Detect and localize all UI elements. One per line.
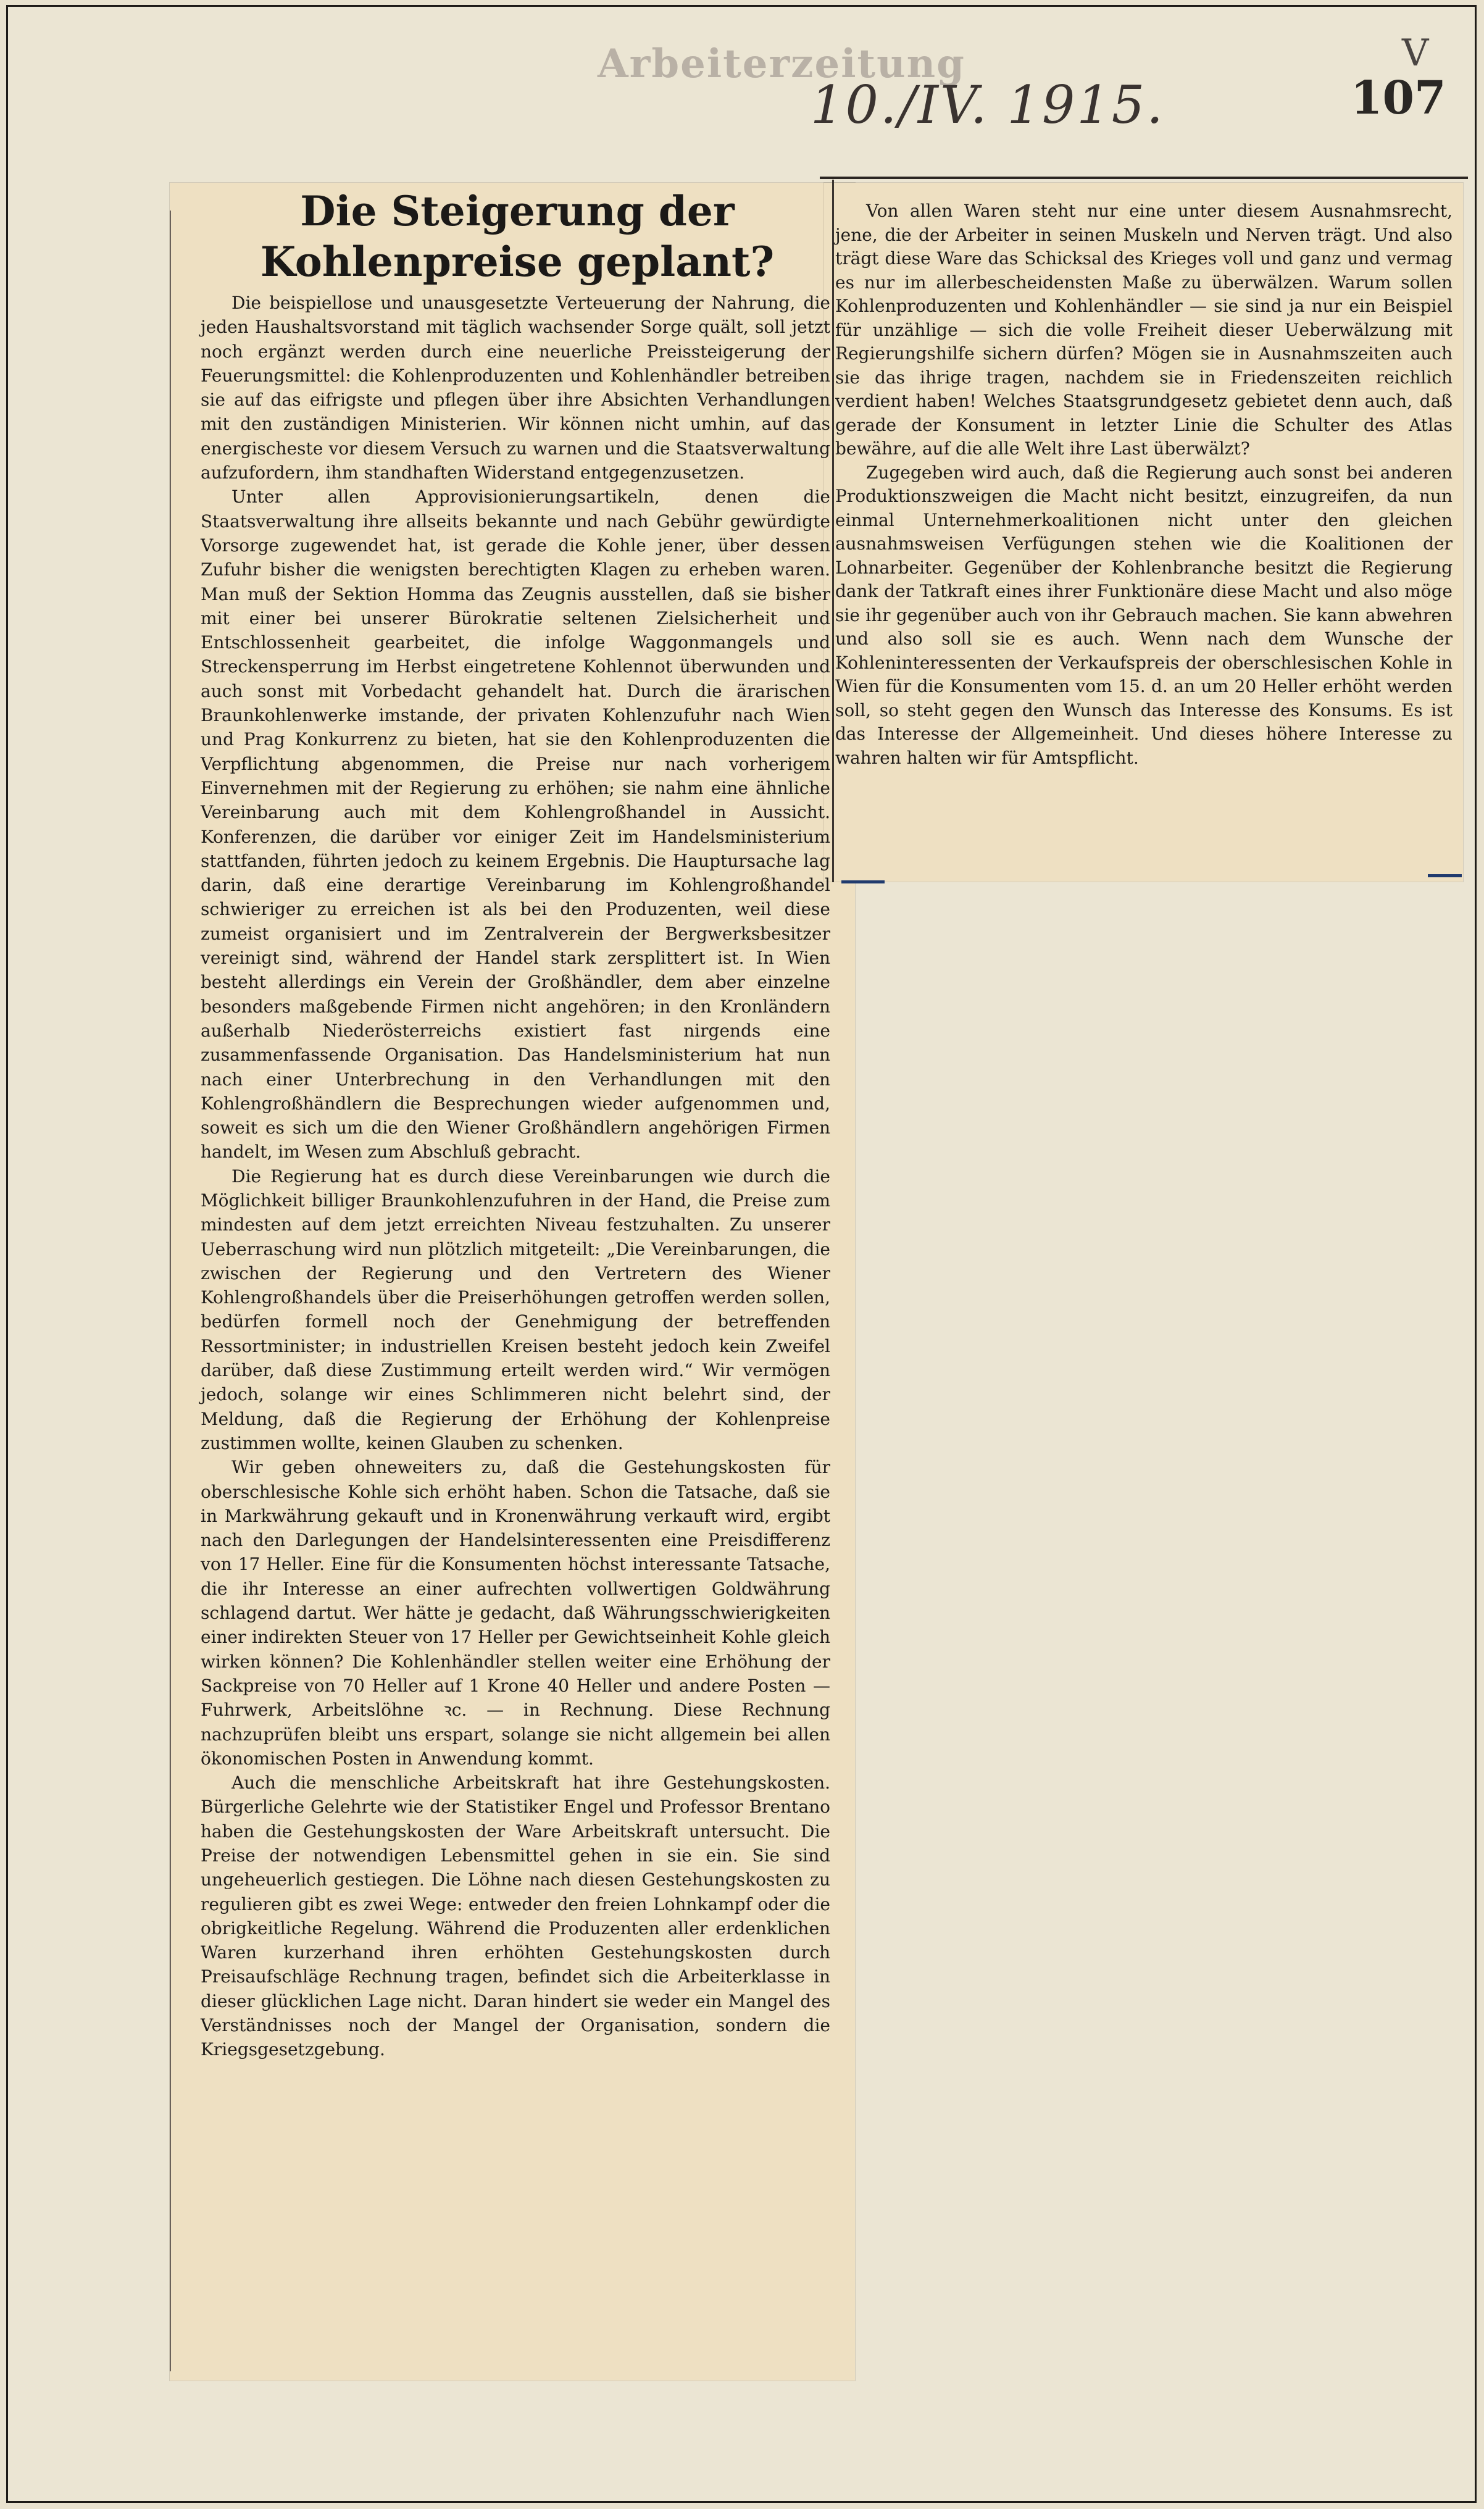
archive-sheet — [6, 5, 1477, 2503]
pencil-mark-left — [841, 880, 885, 883]
paragraph: Auch die menschliche Arbeitskraft hat ihre Gestehungskosten. Bürgerliche Gelehrte wie der Statistiker Engel und Professor Brentano haben die Gestehungskosten der Ware Arbeitskraft untersucht. Die Preise der notwendigen Lebensmittel gehen in sie ein. Sie sind ungeheuerlich gestiegen. Die Löhne nach diesen Gestehungskosten zu regulieren gibt es zwei Wege: entweder den freien Lohnkampf oder die obrigkeitliche Regelung. Während die Produzenten aller erdenklichen Waren kurzerhand ihren erhöhten Gestehungskosten durch Preisaufschläge Rechnung tragen, befindet sich die Arbeiterklasse in dieser glücklichen Lage nicht. Daran hindert sie weder ein Mangel des Verständnisses noch der Mangel der Organisation, sondern die Kriegsgesetzgebung. — [201, 1772, 830, 2060]
article-column-right — [835, 199, 1453, 770]
pencil-mark-right — [1428, 874, 1462, 877]
paragraph: Wir geben ohneweiters zu, daß die Gestehungskosten für oberschlesische Kohle sich erhöht haben. Schon die Tatsache, daß sie in Markwährung gekauft und in Kronenwährung verkauft wird, ergibt nach den Darlegungen der Handelsinteressenten eine Preisdifferenz von 17 Heller. Eine für die Konsumenten höchst interessante Tatsache, die ihr Interesse an einer aufrechten vollwertigen Goldwährung schlagend dartut. Wer hätte je gedacht, daß Währungsschwierigkeiten einer indirekten Steuer von 17 Heller per Gewichtseinheit Kohle gleich wirken können? Die Kohlenhändler stellen weiter eine Erhöhung der Sackpreise von 70 Heller auf 1 Krone 40 Heller und andere Posten — Fuhrwerk, Arbeitslöhne ꝛc. — in Rechnung. Diese Rechnung nachzuprüfen bleibt uns erspart, solange sie nicht allgemein bei allen ökonomischen Posten in Anwendung kommt. — [201, 1457, 830, 1769]
paragraph: Die beispiellose und unausgesetzte Verteuerung der Nahrung, die jeden Haushaltsvorstand mit täglich wachsender Sorge quält, soll jetzt noch ergänzt werden durch eine neuerliche Preissteigerung der Feuerungsmittel: die Kohlenproduzenten und Kohlenhändler betreiben sie auf das eifrigste und pflegen über ihre Absichten Verhandlungen mit den zuständigen Ministerien. Wir können nicht umhin, auf das energischeste vor diesem Versuch zu warnen und die Staatsverwaltung aufzufordern, ihm standhaften Widerstand entgegenzusetzen. — [201, 293, 830, 483]
article-column-left — [201, 291, 830, 2062]
corner-mark: V — [1402, 31, 1429, 75]
clipping-edge-rule — [170, 211, 171, 2371]
paragraph: Unter allen Approvisionierungsartikeln, denen die Staatsverwaltung ihre allseits bekannte und nach Gebühr gewürdigte Vorsorge zugewendet hat, ist gerade die Kohle jener, über dessen Zufuhr bisher die wenigsten berechtigten Klagen zu erheben waren. Man muß der Sektion Homma das Zeugnis ausstellen, daß sie bisher mit einer bei unserer Bürokratie seltenen Zielsicherheit und Entschlossenheit gearbeitet, die infolge Waggonmangels und Streckensperrung im Herbst eingetretene Kohlennot überwunden und auch sonst mit Vorbedacht gehandelt hat. Durch die ärarischen Braunkohlenwerke imstande, der privaten Kohlenzufuhr nach Wien und Prag Konkurrenz zu bieten, hat sie den Kohlenproduzenten die Verpflichtung abgenommen, die Preise nur nach vorherigem Einvernehmen mit der Regierung zu erhöhen; sie nahm eine ähnliche Vereinbarung auch mit dem Kohlengroßhandel in Aussicht. Konferenzen, die darüber vor einiger Zeit im Handelsministerium stattfanden, führten jedoch zu keinem Ergebnis. Die Hauptursache lag darin, daß eine derartige Vereinbarung im Kohlengroßhandel schwieriger zu erreichen ist als bei den Produzenten, weil diese zumeist organisiert und im Zentralverein der Bergwerksbesitzer vereinigt sind, während der Handel stark zersplittert ist. In Wien besteht allerdings ein Verein der Großhändler, dem aber einzelne besonders maßgebende Firmen nicht angehören; in den Kronländern außerhalb Niederösterreichs existiert fast nirgends eine zusammenfassende Organisation. Das Handelsministerium hat nun nach einer Unterbrechung in den Verhandlungen mit den Kohlengroßhändlern die Besprechungen wieder aufgenommen und, soweit es sich um die den Wiener Großhändlern angehörigen Firmen handelt, im Wesen zum Abschluß gebracht. — [201, 486, 830, 1163]
page-number: 107 — [1351, 72, 1446, 125]
handwritten-date: 10./IV. 1915. — [811, 75, 1165, 135]
newspaper-stamp: Arbeiterzeitung — [598, 41, 965, 87]
paragraph: Von allen Waren steht nur eine unter diesem Ausnahmsrecht, jene, die der Arbeiter in seinen Muskeln und Nerven trägt. Und also trägt diese Ware das Schicksal des Krieges voll und ganz und vermag es nur im allerbescheidensten Maße zu überwälzen. Warum sollen Kohlenproduzenten und Kohlenhändler — sie sind ja nur ein Beispiel für unzählige — sich die volle Freiheit dieser Ueberwälzung mit Regierungshilfe sichern dürfen? Mögen sie in Ausnahmszeiten auch sie das ihrige tragen, nachdem sie in Friedenszeiten reichlich verdient haben! Welches Staatsgrundgesetz gebietet denn auch, daß gerade der Konsument in letzter Linie die Schulter des Atlas bewähre, auf die alle Welt ihre Last überwälzt? — [835, 201, 1453, 459]
article-headline: Die Steigerung der Kohlenpreise geplant? — [260, 187, 775, 286]
paragraph: Zugegeben wird auch, daß die Regierung auch sonst bei anderen Produktionszweigen die Macht nicht besitzt, einzugreifen, da nun einmal Unternehmerkoalitionen nicht unter den gleichen ausnahmsweisen Verfügungen stehen wie die Koalitionen der Lohnarbeiter. Gegenüber der Kohlenbranche besitzt die Regierung dank der Tatkraft eines ihrer Funktionäre diese Macht und also möge sie ihr gegenüber auch von ihr Gebrauch machen. Sie kann abwehren und also soll sie es auch. Wenn nach dem Wunsche der Kohleninteressenten der Verkaufspreis der oberschlesischen Kohle in Wien für die Konsumenten vom 15. d. an um 20 Heller erhöht werden soll, so steht gegen den Wunsch das Interesse des Konsums. Es ist das Interesse der Allgemeinheit. Und dieses höhere Interesse zu wahren halten wir für Amtspflicht. — [835, 462, 1453, 768]
paragraph: Die Regierung hat es durch diese Vereinbarungen wie durch die Möglichkeit billiger Braunkohlenzufuhren in der Hand, die Preise zum mindesten auf dem jetzt erreichten Niveau festzuhalten. Zu unserer Ueberraschung wird nun plötzlich mitgeteilt: „Die Vereinbarungen, die zwischen der Regierung und den Vertretern des Wiener Kohlengroßhandels über die Preiserhöhungen getroffen werden sollen, bedürfen formell noch der Genehmigung der betreffenden Ressortminister; in industriellen Kreisen besteht jedoch kein Zweifel darüber, daß diese Zustimmung erteilt werden wird.“ Wir vermögen jedoch, solange wir eines Schlimmeren nicht belehrt sind, der Meldung, daß die Regierung der Erhöhung der Kohlenpreise zustimmen wollte, keinen Glauben zu schenken. — [201, 1166, 830, 1453]
column-top-rule — [820, 177, 1468, 179]
